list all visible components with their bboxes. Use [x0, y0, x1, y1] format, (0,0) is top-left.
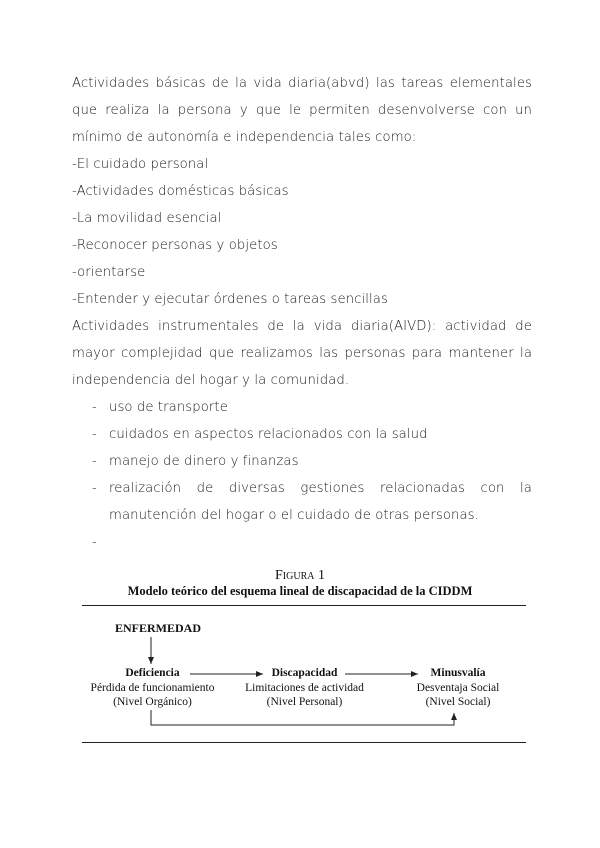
figure-top-rule — [82, 605, 526, 606]
node-minusvalia-description: Desventaja Social — [416, 682, 500, 694]
node-discapacidad-description: Limitaciones de actividad — [245, 682, 364, 694]
aivd-list-item — [72, 475, 532, 529]
aivd-list-item — [72, 421, 532, 448]
node-deficiencia-description: Pérdida de funcionamiento — [90, 682, 215, 694]
node-deficiencia-level: (Nivel Orgánico) — [113, 696, 192, 708]
abvd-item: -Actividades domésticas básicas — [72, 184, 289, 199]
aivd-list — [72, 394, 532, 550]
list-dash: - — [92, 400, 97, 415]
aivd-item-text: manejo de dinero y finanzas — [109, 454, 299, 469]
node-minusvalia-level: (Nivel Social) — [425, 696, 491, 708]
node-discapacidad-name: Discapacidad — [271, 667, 338, 679]
node-discapacidad-level: (Nivel Personal) — [266, 696, 343, 708]
list-dash: - — [92, 454, 97, 469]
aivd-list-item — [72, 394, 532, 421]
figure-bottom-rule — [82, 742, 526, 743]
abvd-item: -Reconocer personas y objetos — [72, 238, 278, 253]
abvd-item: -orientarse — [72, 265, 146, 280]
abvd-item: -La movilidad esencial — [72, 211, 222, 226]
list-dash: - — [92, 535, 97, 550]
abvd-item: -El cuidado personal — [72, 157, 209, 172]
aivd-intro-paragraph: Actividades instrumentales de la vida diaria(AIVD): actividad de mayor complejidad que realizamos las personas para mantener la independencia del hogar y la comunidad. — [72, 319, 532, 388]
abvd-intro-paragraph: Actividades básicas de la vida diaria(abvd) las tareas elementales que realiza la persona y que le permiten desenvolverse con un mínimo de autonomía e independencia tales como: — [72, 76, 532, 145]
figure-number: Figura 1 — [275, 568, 325, 583]
aivd-item-text: cuidados en aspectos relacionados con la salud — [109, 427, 428, 442]
figure-root-node: ENFERMEDAD — [115, 621, 201, 635]
list-dash: - — [92, 481, 97, 496]
node-deficiencia-name: Deficiencia — [125, 667, 180, 679]
abvd-item: -Entender y ejecutar órdenes o tareas sencillas — [72, 292, 388, 307]
list-dash: - — [92, 427, 97, 442]
arrow-deficiencia-to-minusvalia-bypass — [151, 710, 454, 725]
aivd-item-text: realización de diversas gestiones relacionadas con la manutención del hogar o el cuidado de otras personas. — [109, 481, 532, 523]
aivd-item-text: uso de transporte — [109, 400, 228, 415]
aivd-list-item — [72, 448, 532, 475]
node-minusvalia-name: Minusvalía — [430, 667, 486, 679]
figure-title: Modelo teórico del esquema lineal de discapacidad de la CIDDM — [127, 584, 473, 598]
